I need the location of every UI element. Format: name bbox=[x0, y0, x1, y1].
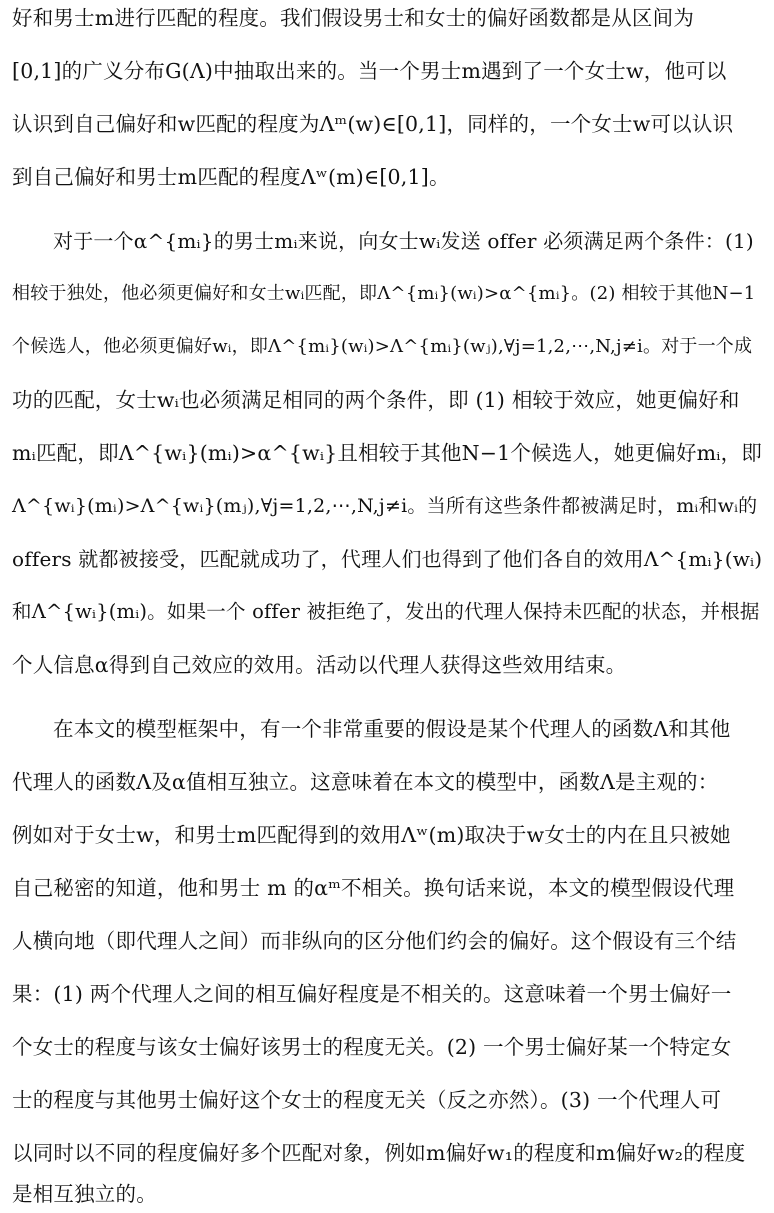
text-line: 好和男士m进行匹配的程度。我们假设男士和女士的偏好函数都是从区间为 bbox=[12, 6, 695, 30]
text-line: 相较于独处，他必须更偏好和女士wᵢ匹配，即Λ^{mᵢ}(wᵢ)>α^{mᵢ}。(2) 相较于其他N−1 bbox=[12, 283, 756, 304]
text-line: 和Λ^{wᵢ}(mᵢ)。如果一个 offer 被拒绝了，发出的代理人保持未匹配的状态，并根据 bbox=[12, 600, 760, 623]
text-line: 士的程度与其他男士偏好这个女士的程度无关（反之亦然）。(3) 一个代理人可 bbox=[12, 1088, 722, 1112]
text-line: 在本文的模型框架中，有一个非常重要的假设是某个代理人的函数Λ和其他 bbox=[53, 717, 731, 741]
text-line: 个女士的程度与该女士偏好该男士的程度无关。(2) 一个男士偏好某一个特定女 bbox=[12, 1035, 732, 1059]
text-line: [0,1]的广义分布G(Λ)中抽取出来的。当一个男士m遇到了一个女士w，他可以 bbox=[12, 59, 727, 83]
text-line: 到自己偏好和男士m匹配的程度Λʷ(m)∈[0,1]。 bbox=[12, 165, 450, 189]
text-line: 是相互独立的。 bbox=[12, 1182, 157, 1206]
text-line: 人横向地（即代理人之间）而非纵向的区分他们约会的偏好。这个假设有三个结 bbox=[12, 929, 737, 953]
text-line: offers 就都被接受，匹配就成功了，代理人们也得到了他们各自的效用Λ^{mᵢ}(wᵢ) bbox=[12, 547, 763, 571]
text-line: 对于一个α^{mᵢ}的男士mᵢ来说，向女士wᵢ发送 offer 必须满足两个条件：(1) bbox=[53, 229, 754, 253]
text-line: 功的匹配，女士wᵢ也必须满足相同的两个条件，即 (1) 相较于效应，她更偏好和 bbox=[12, 388, 740, 412]
text-line: 个人信息α得到自己效应的效用。活动以代理人获得这些效用结束。 bbox=[12, 653, 627, 677]
text-line: mᵢ匹配，即Λ^{wᵢ}(mᵢ)>α^{wᵢ}且相较于其他N−1个候选人，她更偏好mᵢ，即 bbox=[12, 441, 763, 465]
text-line: 个候选人，他必须更偏好wᵢ，即Λ^{mᵢ}(wᵢ)>Λ^{mᵢ}(wⱼ),∀j=1,2,⋯,N,j≠i。对于一个成 bbox=[12, 336, 753, 357]
text-line: 以同时以不同的程度偏好多个匹配对象，例如m偏好w₁的程度和m偏好w₂的程度 bbox=[12, 1141, 746, 1165]
text-line: 自己秘密的知道，他和男士 m 的αᵐ不相关。换句话来说，本文的模型假设代理 bbox=[12, 876, 735, 900]
text-line: 代理人的函数Λ及α值相互独立。这意味着在本文的模型中，函数Λ是主观的： bbox=[12, 770, 719, 794]
text-line: 例如对于女士w，和男士m匹配得到的效用Λʷ(m)取决于w女士的内在且只被她 bbox=[12, 823, 731, 847]
text-line: Λ^{wᵢ}(mᵢ)>Λ^{wᵢ}(mⱼ),∀j=1,2,⋯,N,j≠i。当所有这些条件都被满足时，mᵢ和wᵢ的 bbox=[12, 495, 758, 517]
text-line: 认识到自己偏好和w匹配的程度为Λᵐ(w)∈[0,1]，同样的，一个女士w可以认识 bbox=[12, 112, 734, 136]
text-line: 果：(1) 两个代理人之间的相互偏好程度是不相关的。这意味着一个男士偏好一 bbox=[12, 982, 732, 1006]
